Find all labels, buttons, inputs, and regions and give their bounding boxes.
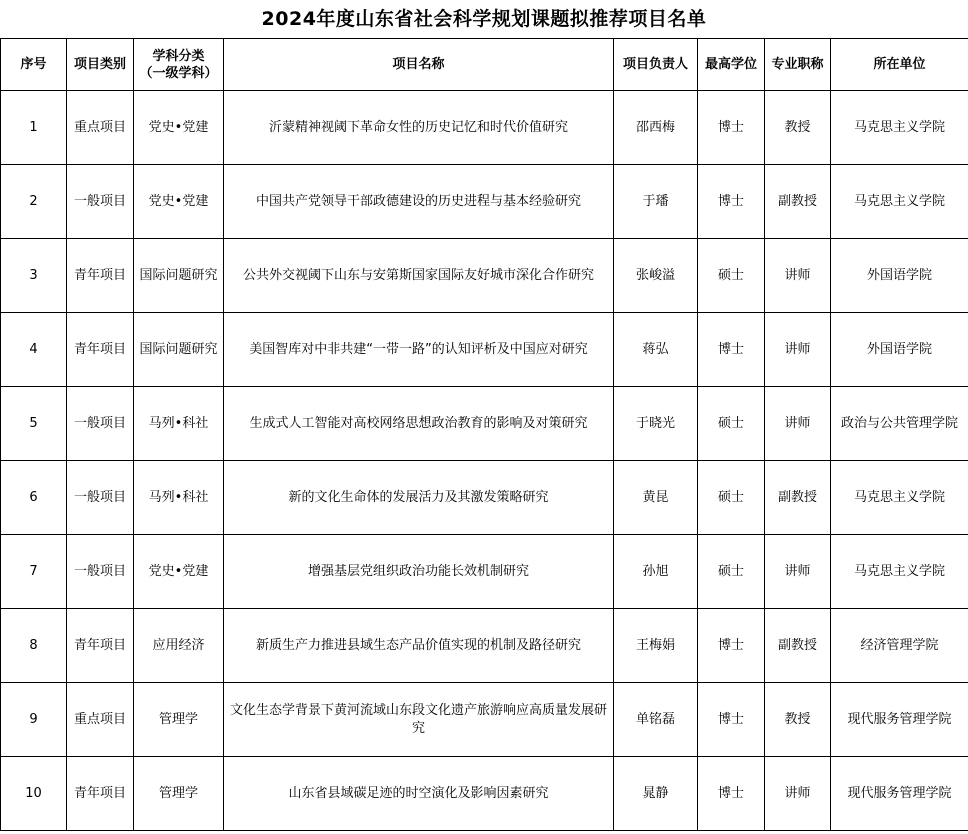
cell-project-name: 新的文化生命体的发展活力及其激发策略研究 [224, 461, 614, 535]
cell-leader: 张峻溢 [614, 239, 698, 313]
cell-leader: 单铭磊 [614, 683, 698, 757]
cell-title: 副教授 [765, 461, 831, 535]
cell-seq: 3 [1, 239, 67, 313]
cell-seq: 10 [1, 757, 67, 831]
cell-seq: 1 [1, 91, 67, 165]
cell-category: 一般项目 [67, 461, 134, 535]
cell-seq: 4 [1, 313, 67, 387]
cell-title: 讲师 [765, 239, 831, 313]
cell-project-name: 山东省县域碳足迹的时空演化及影响因素研究 [224, 757, 614, 831]
cell-category: 青年项目 [67, 757, 134, 831]
cell-seq: 8 [1, 609, 67, 683]
cell-degree: 博士 [698, 757, 765, 831]
cell-project-name: 文化生态学背景下黄河流域山东段文化遗产旅游响应高质量发展研究 [224, 683, 614, 757]
header-discipline [134, 39, 224, 91]
cell-title: 讲师 [765, 757, 831, 831]
cell-category: 青年项目 [67, 239, 134, 313]
cell-category: 重点项目 [67, 683, 134, 757]
cell-unit: 经济管理学院 [831, 609, 968, 683]
cell-title: 讲师 [765, 387, 831, 461]
cell-title: 教授 [765, 91, 831, 165]
cell-leader: 于璠 [614, 165, 698, 239]
header-discipline-line1: 学科分类 [152, 48, 205, 64]
cell-leader: 王梅娟 [614, 609, 698, 683]
table-row [1, 387, 968, 461]
cell-degree: 博士 [698, 313, 765, 387]
table-body [1, 91, 968, 831]
cell-discipline: 党史•党建 [134, 535, 224, 609]
cell-category: 青年项目 [67, 313, 134, 387]
cell-unit: 外国语学院 [831, 313, 968, 387]
cell-title: 讲师 [765, 535, 831, 609]
cell-discipline: 党史•党建 [134, 91, 224, 165]
cell-degree: 博士 [698, 91, 765, 165]
cell-category: 一般项目 [67, 387, 134, 461]
cell-unit: 马克思主义学院 [831, 461, 968, 535]
cell-degree: 硕士 [698, 387, 765, 461]
cell-category: 一般项目 [67, 535, 134, 609]
cell-discipline: 管理学 [134, 683, 224, 757]
header-name: 项目名称 [224, 39, 614, 91]
cell-seq: 7 [1, 535, 67, 609]
cell-title: 讲师 [765, 313, 831, 387]
table-row [1, 165, 968, 239]
cell-title: 副教授 [765, 165, 831, 239]
cell-degree: 博士 [698, 609, 765, 683]
cell-seq: 9 [1, 683, 67, 757]
table-row [1, 91, 968, 165]
table-row [1, 461, 968, 535]
cell-category: 重点项目 [67, 91, 134, 165]
header-category: 项目类别 [67, 39, 134, 91]
cell-category: 青年项目 [67, 609, 134, 683]
cell-project-name: 中国共产党领导干部政德建设的历史进程与基本经验研究 [224, 165, 614, 239]
table-row [1, 239, 968, 313]
cell-discipline: 马列•科社 [134, 387, 224, 461]
cell-degree: 硕士 [698, 535, 765, 609]
header-degree: 最高学位 [698, 39, 765, 91]
cell-leader: 孙旭 [614, 535, 698, 609]
cell-discipline: 应用经济 [134, 609, 224, 683]
header-unit: 所在单位 [831, 39, 968, 91]
cell-seq: 6 [1, 461, 67, 535]
cell-degree: 硕士 [698, 239, 765, 313]
cell-degree: 博士 [698, 683, 765, 757]
cell-leader: 邵西梅 [614, 91, 698, 165]
cell-unit: 现代服务管理学院 [831, 757, 968, 831]
cell-project-name: 沂蒙精神视阈下革命女性的历史记忆和时代价值研究 [224, 91, 614, 165]
cell-leader: 晁静 [614, 757, 698, 831]
project-table [0, 38, 968, 831]
header-leader: 项目负责人 [614, 39, 698, 91]
cell-unit: 马克思主义学院 [831, 535, 968, 609]
cell-title: 副教授 [765, 609, 831, 683]
cell-degree: 博士 [698, 165, 765, 239]
cell-unit: 政治与公共管理学院 [831, 387, 968, 461]
cell-unit: 外国语学院 [831, 239, 968, 313]
cell-unit: 现代服务管理学院 [831, 683, 968, 757]
cell-seq: 5 [1, 387, 67, 461]
table-row [1, 609, 968, 683]
cell-seq: 2 [1, 165, 67, 239]
cell-degree: 硕士 [698, 461, 765, 535]
page-title: 2024年度山东省社会科学规划课题拟推荐项目名单 [261, 8, 707, 30]
cell-title: 教授 [765, 683, 831, 757]
header-seq: 序号 [1, 39, 67, 91]
cell-project-name: 增强基层党组织政治功能长效机制研究 [224, 535, 614, 609]
table-row [1, 313, 968, 387]
cell-leader: 于晓光 [614, 387, 698, 461]
cell-discipline: 马列•科社 [134, 461, 224, 535]
table-row [1, 535, 968, 609]
cell-discipline: 管理学 [134, 757, 224, 831]
cell-leader: 蒋弘 [614, 313, 698, 387]
cell-project-name: 美国智库对中非共建“一带一路”的认知评析及中国应对研究 [224, 313, 614, 387]
table-row [1, 757, 968, 831]
table-header-row [1, 39, 968, 91]
cell-category: 一般项目 [67, 165, 134, 239]
header-title: 专业职称 [765, 39, 831, 91]
cell-project-name: 生成式人工智能对高校网络思想政治教育的影响及对策研究 [224, 387, 614, 461]
cell-discipline: 国际问题研究 [134, 239, 224, 313]
cell-unit: 马克思主义学院 [831, 165, 968, 239]
cell-discipline: 国际问题研究 [134, 313, 224, 387]
cell-discipline: 党史•党建 [134, 165, 224, 239]
header-discipline-line2: （一级学科） [139, 65, 218, 81]
cell-project-name: 公共外交视阈下山东与安第斯国家国际友好城市深化合作研究 [224, 239, 614, 313]
cell-unit: 马克思主义学院 [831, 91, 968, 165]
cell-project-name: 新质生产力推进县域生态产品价值实现的机制及路径研究 [224, 609, 614, 683]
cell-leader: 黄昆 [614, 461, 698, 535]
table-row [1, 683, 968, 757]
